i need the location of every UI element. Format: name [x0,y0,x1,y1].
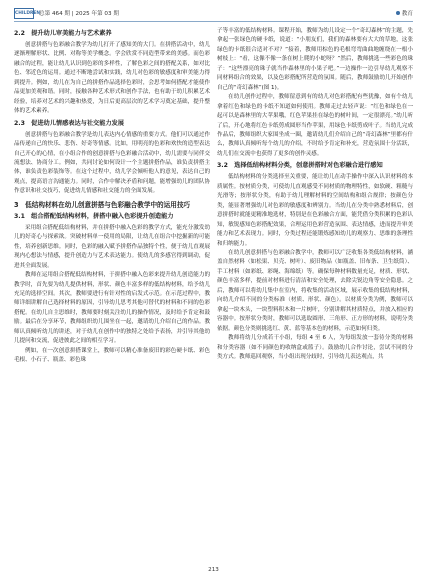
section-label [396,9,413,17]
issue-info: 总第 464 期 | 2025 年第 03 期 [39,11,119,17]
paragraph-3-1-b: 教师在运用组合搭配低结构材料，于拼搭中融入色彩来提升幼儿创造能力的教学时，首先要为幼儿提供材料，形状、颜色丰富多样的低结构材料，给予幼儿充足的选择空间。其次，教师要进行有针对性的启发式示范。在示范过程中，教师详细讲解自己选择材料的原因，引导幼儿思考其他可替代的材料和不同的色彩搭配。在幼儿自主思维时，教师要时刻关注幼儿的操作情况，及时给予肯定和鼓励。最后在分享环节，教师组织幼儿围坐在一起，邀请幼儿介绍自己的作品。教师认真倾听幼儿的讲述，对于幼儿在创作中的独特之处给予表扬，并引导其他幼儿提问和交流，促进彼此之间的相互学习。 [14,272,210,345]
heading-3-1: 3.1 组合搭配低结构材料，拼搭中融入色彩提升创造能力 [14,212,174,220]
paragraph-2-2: 创意拼搭与色彩融合教学为幼儿打开了感知美的大门。在拼搭活动中，幼儿逐渐理解形状、比例、对称等美学概念。学会欣赏不同造型带来的美感。而色彩融合的过程，能让幼儿认识到色彩的多样性，了解色彩之间的搭配关系，如对比色、邻近色的运用。通过不断地尝试和实践，幼儿对色彩的敏感度和审美能力得到提升。例如，幼儿在为自己的拼搭作品选择色彩时，会思考如何搭配才能使作品更加美观和谐。同时，接触各种艺术形式和创作手法，也有助于幼儿积累艺术经验，培养对艺术的兴趣和热爱，为日后更高层次的艺术学习奠定基础，提升整体的艺术素养。 [14,42,210,115]
paragraph-r5: 教师将幼儿分成若干小组，每组 4 至 6 人，为每组发放一套待分类的材料和分类容器（如不同颜色的收纳盒或篮子）。鼓励幼儿合作讨论，尝试不同的分类方式。教师巡回观察，当小组出现分歧时，引导幼儿表达观点，共 [217,335,413,360]
paragraph-r3: 低结构材料的分类选择至关重要，能让幼儿在动手操作中深入认识材料的本质属性。按材质分类，可使幼儿直观感受不同材质的物理特性，如软硬、粗糙与光滑等；按形状分类，有助于幼儿理解材料的空间结构和组合规律；按颜色分类，能显著增强幼儿对色彩的敏感度和辨别力。当幼儿在分类中熟悉材料后，创意拼搭时就能更精准地选材，特别是在色彩融合方面，能凭借分类积累的色彩认知，敏锐感知色彩搭配效果，合理运用色彩营造氛围、表达情感，进而提升审美能力和艺术表现力。同时，分类过程还能锻炼感知幼儿的观察力、思维的条理性和归纳能力。 [217,174,413,247]
section-dot-icon [396,11,400,15]
heading-2-2: 2.2 提升幼儿审美能力与艺术素养 [14,30,112,37]
heading-2-3: 2.3 促进幼儿情感表达与社交能力发展 [14,119,124,127]
left-column [14,27,210,366]
right-column [217,27,413,362]
paragraph-r2: 在幼儿创作过程中，教师留意到有的幼儿对色彩搭配有些犹豫，如有个幼儿拿着红色和绿色的卡纸不知道如何使用。教师走过去轻声说：“红色和绿色在一起可以是森林里的大苹果哦，红色苹果挂在绿色的树叶间，一定很漂亮。”幼儿听了后，开心地将红色卡纸剪成圆形当作苹果，用绿色卡纸剪成叶子。当幼儿完成作品后，教师组织大家围坐成一圈，邀请幼儿们介绍自己的“奇幻森林”里都有什么，教师认真倾听每个幼儿的介绍，不时给予肯定和补充，营造氛围十分活跃，幼儿们在交流中也获得了更多的创作灵感。 [217,94,413,157]
page-header [14,6,413,20]
journal-logo [14,8,41,19]
paragraph-3-1-c: 例如，在一次创意拼搭课堂上，教师可以精心准备废旧的彩色硬卡纸、彩色毛根、小石子、瓶盖、彩色珠 [14,347,210,364]
heading-3-2: 3.2 选择低结构材料分类，创意拼搭时对色彩融合进行感知 [217,162,383,170]
paragraph-r4: 在幼儿创意拼搭与色彩融合教学中，教师可以广泛收集各类低结构材料，涵盖自然材料（如松果、贝壳、树叶）、废旧物品（如瓶盖、旧布条、卫生纸筒）、手工材料（如彩纸、彩绳、海绵纸）等。确保每种材料数量充足，材质、形状、颜色丰富多样，提前对材料进行清洁和安全处理，去除尖锐边角等安全隐患。之后，教师可以将幼儿集中在室内，将收集的活动区域，展示收集的低结构材料，向幼儿介绍不同的分类标准（材质、形状、颜色）。以材质分类为例，教师可以拿起一块木头，一块塑料积木和一片树叶，分别讲解其材质特点，并放入相应的容器中。按形状分类时，教师可以选取圆形、三角形、正方形的材料，说明分类依据。颜色分类则挑选红、黄、蓝等基本色的材料，示范如何归类。 [217,249,413,332]
header-divider [14,21,413,22]
paragraph-2-3: 创意拼搭与色彩融合教学是幼儿表达内心情感的重要方式。他们可以通过作品传递自己的快乐、悲伤、好奇等情感。比如，用明亮的色彩和欢快的造型表达自己开心的心情，在小组合作的创意拼搭与色彩融合活动中，幼儿需要与同伴交流想法、协商分工。例如，共同讨论如何设计一个主题拼搭作品，谁负责拼搭主体，谁负责色彩装饰等。在这个过程中，幼儿学会倾听他人的意见，表达自己的观点，提高语言沟通能力。同时，合作中解决矛盾和问题，能增强幼儿的团队协作意识和社交技巧，促进幼儿情感和社交能力的全面发展。 [14,131,210,195]
journal-logo-mark: CHILDREN [14,8,34,19]
paragraph-r1: 子等丰富的低结构材料。课程开始，教师为幼儿设定一个“奇幻森林”的主题，先拿起一张绿色的硬卡纸，说道：“小朋友们，我们的森林要有大大的草地，这张绿色的卡纸很合适对不对？”接着，教师用棕色的毛根弯弯曲曲地缠绕在一根小树枝上：“看，这像不像一条在树上爬的小蛇呀？”然后，教师挑选一些彩色的珠子：“这些漂亮的珠子就当作森林里的小果子吧。”一边操作一边引导幼儿观察不同材料组合的效果，以及色彩搭配所营造的氛围。随后，教师鼓励幼儿开始创作自己的“奇幻森林”(图 1)。 [217,28,413,91]
page-number: 213 [208,567,219,573]
section-name: 教育 [401,11,413,17]
paragraph-3-1-a: 采用组合搭配低结构材料，并在拼搭中融入色彩的教学方式，能充分激发幼儿的好奇心与探索欲。突破材料单一使用的局限，让幼儿在组合中挖掘新的可能性，培养创新思维。同时，色彩的融入赋予拼搭作品独特个性，便于幼儿直观展现内心想法与情感，提升创造力与艺术表达能力。使幼儿的多感官得到调动，促进其全面发展。 [14,224,210,269]
heading-3: 3 低结构材料在幼儿创意拼搭与色彩融合教学中的运用技巧 [14,200,191,209]
